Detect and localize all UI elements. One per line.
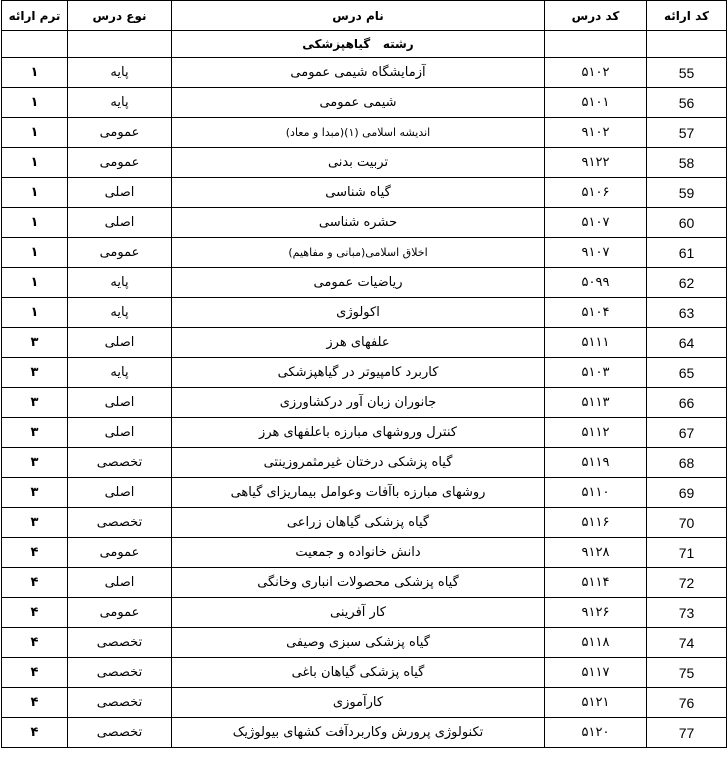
- offer-code-cell: 66: [647, 388, 727, 418]
- header-course-code: کد درس: [545, 1, 647, 31]
- offer-code-cell: 73: [647, 598, 727, 628]
- course-type-cell: تخصصی: [68, 718, 172, 748]
- course-code-cell: ۵۱۱۴: [545, 568, 647, 598]
- term-cell: ۴: [2, 598, 68, 628]
- offer-code-cell: 64: [647, 328, 727, 358]
- table-row: [2, 238, 727, 268]
- course-type-cell: اصلی: [68, 178, 172, 208]
- course-type-cell: اصلی: [68, 328, 172, 358]
- table-row: [2, 448, 727, 478]
- course-type-cell: تخصصی: [68, 508, 172, 538]
- table-row: [2, 478, 727, 508]
- course-code-cell: ۵۱۲۱: [545, 688, 647, 718]
- course-code-cell: ۹۱۲۲: [545, 148, 647, 178]
- course-name-cell: گیاه پزشکی گیاهان زراعی: [172, 508, 545, 538]
- offer-code-cell: 72: [647, 568, 727, 598]
- header-course-name: نام درس: [172, 1, 545, 31]
- course-code-cell: ۵۱۰۴: [545, 298, 647, 328]
- table-row: [2, 178, 727, 208]
- course-name-cell: تربیت بدنی: [172, 148, 545, 178]
- section-title: رشته گیاهپزشکی: [172, 31, 545, 58]
- term-cell: ۴: [2, 538, 68, 568]
- course-type-cell: پایه: [68, 268, 172, 298]
- term-cell: ۱: [2, 58, 68, 88]
- table-row: [2, 268, 727, 298]
- table-row: [2, 388, 727, 418]
- course-code-cell: ۵۱۱۷: [545, 658, 647, 688]
- course-code-cell: ۵۱۰۱: [545, 88, 647, 118]
- offer-code-cell: 71: [647, 538, 727, 568]
- offer-code-cell: 76: [647, 688, 727, 718]
- course-type-cell: عمومی: [68, 148, 172, 178]
- offer-code-cell: 67: [647, 418, 727, 448]
- term-cell: ۳: [2, 508, 68, 538]
- course-type-cell: پایه: [68, 358, 172, 388]
- table-row: [2, 208, 727, 238]
- course-type-cell: اصلی: [68, 568, 172, 598]
- course-name-cell: دانش خانواده و جمعیت: [172, 538, 545, 568]
- course-code-cell: ۵۱۱۳: [545, 388, 647, 418]
- course-code-cell: ۵۰۹۹: [545, 268, 647, 298]
- course-code-cell: ۹۱۲۸: [545, 538, 647, 568]
- term-cell: ۱: [2, 118, 68, 148]
- course-type-cell: عمومی: [68, 118, 172, 148]
- table-row: [2, 718, 727, 748]
- term-cell: ۱: [2, 88, 68, 118]
- course-type-cell: تخصصی: [68, 658, 172, 688]
- course-name-cell: حشره شناسی: [172, 208, 545, 238]
- term-cell: ۴: [2, 628, 68, 658]
- header-row: [2, 1, 727, 31]
- course-type-cell: عمومی: [68, 598, 172, 628]
- course-code-cell: ۵۱۱۶: [545, 508, 647, 538]
- table-row: [2, 628, 727, 658]
- course-name-cell: علفهای هرز: [172, 328, 545, 358]
- course-type-cell: عمومی: [68, 238, 172, 268]
- course-name-cell: کنترل وروشهای مبارزه باعلفهای هرز: [172, 418, 545, 448]
- offer-code-cell: 75: [647, 658, 727, 688]
- course-name-cell: کار آفرینی: [172, 598, 545, 628]
- course-code-cell: ۵۱۰۶: [545, 178, 647, 208]
- term-cell: ۱: [2, 178, 68, 208]
- table-row: [2, 358, 727, 388]
- course-name-cell: شیمی عمومی: [172, 88, 545, 118]
- table-row: [2, 598, 727, 628]
- course-type-cell: اصلی: [68, 208, 172, 238]
- course-type-cell: اصلی: [68, 418, 172, 448]
- term-cell: ۳: [2, 448, 68, 478]
- offer-code-cell: 62: [647, 268, 727, 298]
- course-name-cell: کارآموزی: [172, 688, 545, 718]
- term-cell: ۴: [2, 568, 68, 598]
- course-code-cell: ۵۱۱۹: [545, 448, 647, 478]
- course-code-cell: ۵۱۰۳: [545, 358, 647, 388]
- course-type-cell: عمومی: [68, 538, 172, 568]
- course-table: [1, 0, 727, 748]
- course-type-cell: اصلی: [68, 478, 172, 508]
- course-name-cell: ریاضیات عمومی: [172, 268, 545, 298]
- course-type-cell: پایه: [68, 298, 172, 328]
- course-code-cell: ۵۱۰۲: [545, 58, 647, 88]
- course-code-cell: ۵۱۱۰: [545, 478, 647, 508]
- term-cell: ۱: [2, 298, 68, 328]
- course-name-cell: اکولوژی: [172, 298, 545, 328]
- table-row: [2, 298, 727, 328]
- header-term: ترم ارائه: [2, 1, 68, 31]
- table-row: [2, 568, 727, 598]
- offer-code-cell: 70: [647, 508, 727, 538]
- offer-code-cell: 65: [647, 358, 727, 388]
- table-row: [2, 58, 727, 88]
- course-type-cell: پایه: [68, 58, 172, 88]
- course-code-cell: ۵۱۲۰: [545, 718, 647, 748]
- table-row: [2, 148, 727, 178]
- course-name-cell: تکنولوژی پرورش وکاربردآفت کشهای بیولوژیک: [172, 718, 545, 748]
- header-course-type: نوع درس: [68, 1, 172, 31]
- course-type-cell: تخصصی: [68, 628, 172, 658]
- offer-code-cell: 69: [647, 478, 727, 508]
- course-code-cell: ۵۱۱۸: [545, 628, 647, 658]
- term-cell: ۳: [2, 478, 68, 508]
- term-cell: ۴: [2, 688, 68, 718]
- course-type-cell: تخصصی: [68, 448, 172, 478]
- offer-code-cell: 60: [647, 208, 727, 238]
- table-row: [2, 328, 727, 358]
- term-cell: ۳: [2, 418, 68, 448]
- offer-code-cell: 77: [647, 718, 727, 748]
- course-type-cell: تخصصی: [68, 688, 172, 718]
- course-code-cell: ۹۱۲۶: [545, 598, 647, 628]
- course-name-cell: گیاه پزشکی درختان غیرمثمروزینتی: [172, 448, 545, 478]
- course-name-cell: کاربرد کامپیوتر در گیاهپزشکی: [172, 358, 545, 388]
- course-type-cell: پایه: [68, 88, 172, 118]
- term-cell: ۳: [2, 388, 68, 418]
- course-code-cell: ۵۱۱۲: [545, 418, 647, 448]
- course-name-cell: گیاه پزشکی گیاهان باغی: [172, 658, 545, 688]
- course-name-cell: آزمایشگاه شیمی عمومی: [172, 58, 545, 88]
- offer-code-cell: 59: [647, 178, 727, 208]
- table-row: [2, 538, 727, 568]
- course-name-cell: جانوران زبان آور درکشاورزی: [172, 388, 545, 418]
- course-name-cell: اخلاق اسلامی(مبانی و مفاهیم): [172, 238, 545, 268]
- offer-code-cell: 56: [647, 88, 727, 118]
- table-row: [2, 508, 727, 538]
- term-cell: ۳: [2, 328, 68, 358]
- offer-code-cell: 57: [647, 118, 727, 148]
- offer-code-cell: 63: [647, 298, 727, 328]
- table-row: [2, 88, 727, 118]
- table-row: [2, 688, 727, 718]
- term-cell: ۴: [2, 658, 68, 688]
- term-cell: ۳: [2, 358, 68, 388]
- term-cell: ۱: [2, 148, 68, 178]
- course-name-cell: گیاه پزشکی سبزی وصیفی: [172, 628, 545, 658]
- offer-code-cell: 61: [647, 238, 727, 268]
- course-name-cell: گیاه شناسی: [172, 178, 545, 208]
- course-name-cell: اندیشه اسلامی (۱)(مبدا و معاد): [172, 118, 545, 148]
- table-row: [2, 118, 727, 148]
- course-type-cell: اصلی: [68, 388, 172, 418]
- section-row: [2, 31, 727, 58]
- course-code-cell: ۹۱۰۷: [545, 238, 647, 268]
- header-offer-code: کد ارائه: [647, 1, 727, 31]
- course-code-cell: ۵۱۱۱: [545, 328, 647, 358]
- table-row: [2, 418, 727, 448]
- course-name-cell: گیاه پزشکی محصولات انباری وخانگی: [172, 568, 545, 598]
- offer-code-cell: 55: [647, 58, 727, 88]
- course-code-cell: ۵۱۰۷: [545, 208, 647, 238]
- term-cell: ۱: [2, 238, 68, 268]
- course-name-cell: روشهای مبارزه باآفات وعوامل بیماریزای گیاهی: [172, 478, 545, 508]
- table-row: [2, 658, 727, 688]
- course-code-cell: ۹۱۰۲: [545, 118, 647, 148]
- offer-code-cell: 58: [647, 148, 727, 178]
- term-cell: ۱: [2, 268, 68, 298]
- offer-code-cell: 74: [647, 628, 727, 658]
- term-cell: ۴: [2, 718, 68, 748]
- term-cell: ۱: [2, 208, 68, 238]
- offer-code-cell: 68: [647, 448, 727, 478]
